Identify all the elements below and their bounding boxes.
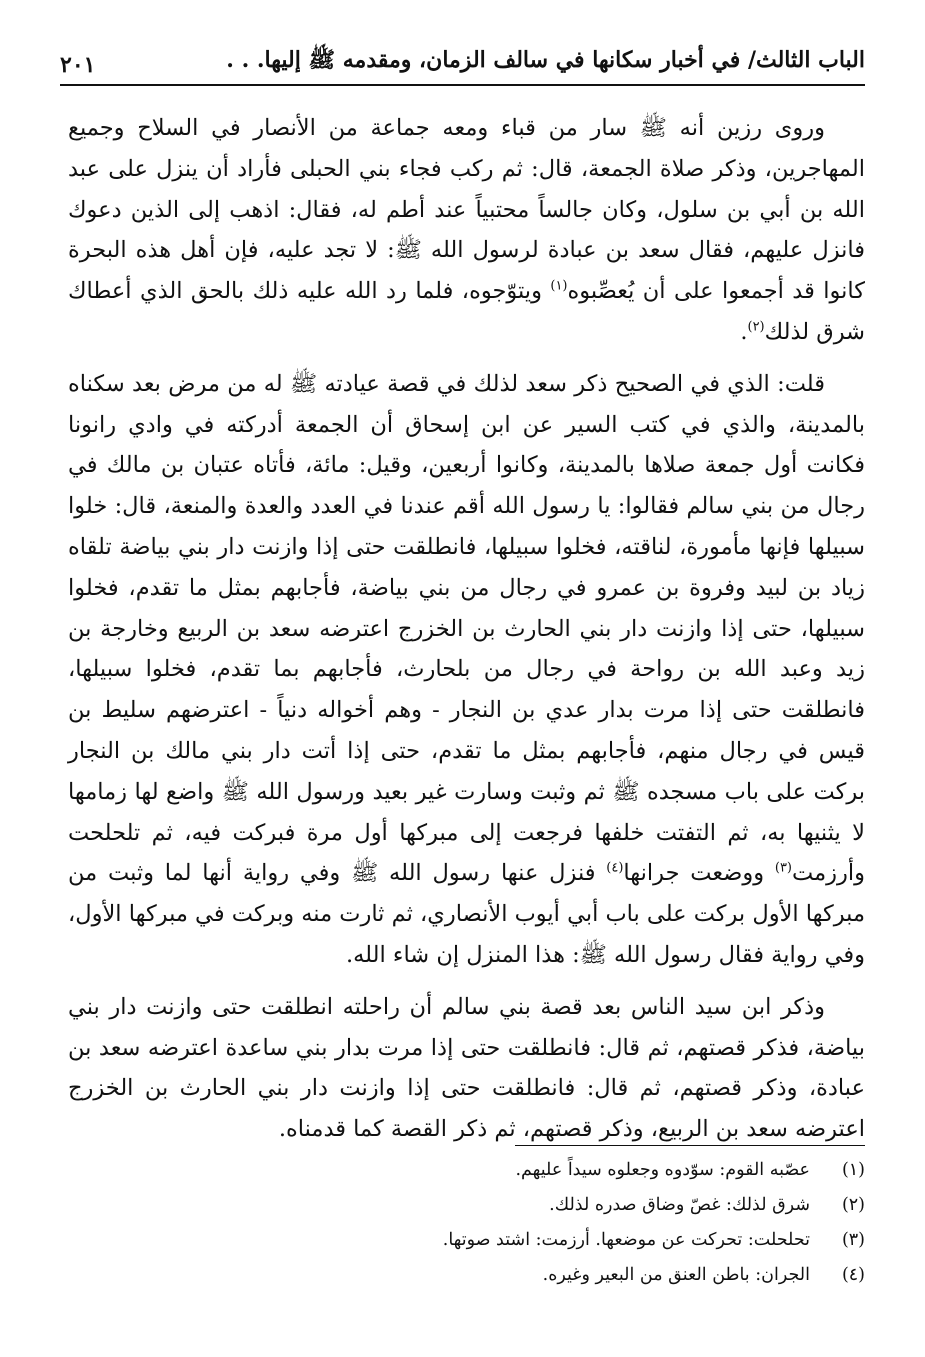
text-run: فنزل عنها رسول الله ﷺ وفي رواية أنها لما وثبت من مبركها الأول بركت على باب أبي أيوب الأنصاري، ثم ثارت منه وبركت في مبركها الأول، وفي رواية فقال رسول الله ﷺ: هذا المنزل إن شاء الله.: [68, 860, 865, 968]
footnote-number: (١): [841, 1160, 865, 1180]
footnote-ref-1: (١): [550, 278, 568, 294]
paragraph-2: [68, 364, 865, 976]
text-run: ويتوّجوه، فلما رد الله عليه ذلك بالحق الذي أعطاك شرق لذلك: [68, 278, 865, 345]
running-header: [60, 40, 865, 86]
text-run: وذكر ابن سيد الناس بعد قصة بني سالم أن راحلته انطلقت حتى وازنت دار بني بياضة، فذكر قصتهم، ثم قال: فانطلقت حتى إذا مرت بدار بني ساعدة اعترضه سعد بن عبادة، وذكر قصتهم، ثم قال: فانطلقت حتى إذا وازنت دار بني الحارث بن الخزرج اعترضه سعد بن الربيع، وذكر قصتهم، ثم ذكر القصة كما قدمناه.: [68, 993, 865, 1143]
footnote-number: (٣): [841, 1230, 865, 1250]
footnote-number: (٢): [841, 1195, 865, 1215]
footnote-ref-3: (٣): [774, 860, 792, 876]
footnote-text: شرق لذلك: غصّ وضاق صدره لذلك.: [549, 1195, 810, 1215]
footnote-ref-2: (٢): [747, 319, 765, 335]
footnote-item: [300, 1258, 865, 1293]
body-text: [68, 108, 865, 1161]
footnotes: [300, 1153, 865, 1293]
footnote-item: [300, 1188, 865, 1223]
footnote-text: عصّبه القوم: سوّدوه وجعلوه سيداً عليهم.: [515, 1160, 810, 1180]
text-run: .: [740, 318, 748, 345]
footnote-ref-4: (٤): [606, 860, 624, 876]
paragraph-1: [68, 108, 865, 353]
footnote-item: [300, 1153, 865, 1188]
paragraph-3: [68, 987, 865, 1150]
footnote-item: [300, 1223, 865, 1258]
footnote-text: الجران: باطن العنق من البعير وغيره.: [542, 1265, 810, 1285]
footnote-divider: [515, 1145, 865, 1146]
page-number: ٢٠١: [60, 52, 96, 78]
text-run: قلت: الذي في الصحيح ذكر سعد لذلك في قصة عيادته ﷺ له من مرض بعد سكناه بالمدينة، والذي في كتب السير عن ابن إسحاق أن الجمعة أدركته في وادي رانونا فكانت أول جمعة صلاها بالمدينة، وكانوا أربعين، وقيل: مائة، فأتاه عتبان بن مالك في رجال من بني سالم فقالوا: يا رسول الله أقم عندنا في العدد والعدة والمنعة، قال: خلوا سبيلها فإنها مأمورة، لناقته، فخلوا سبيلها، فانطلقت حتى إذا وازنت دار بني بياضة تلقاه زياد بن لبيد وفروة بن عمرو في رجال من بني بياضة، فأجابهم بمثل ما تقدم، فخلوا سبيلها، حتى إذا وازنت دار بني الحارث بن الخزرج اعترضه سعد بن الربيع وخارجة بن زيد وعبد الله بن رواحة في رجال من بلحارث، فأجابهم بما تقدم، فخلوا سبيلها، فانطلقت حتى إذا مرت بدار عدي بن النجار - وهم أخواله دنياً - اعترضهم سليط بن قيس في رجال منهم، فأجابهم بمثل ما تقدم، حتى إذا أتت دار بني مالك بن النجار بركت على باب مسجده ﷺ ثم وثبت وسارت غير بعيد ورسول الله ﷺ واضع لها زمامها لا يثنيها به، ثم التفتت خلفها فرجعت إلى مبركها أول مرة فبركت فيه، ثم تلحلحت وأرزمت: [68, 370, 865, 887]
footnote-text: تحلحلت: تحركت عن موضعها. أرزمت: اشتد صوتها.: [442, 1230, 810, 1250]
footnote-number: (٤): [841, 1265, 865, 1285]
chapter-title: الباب الثالث/ في أخبار سكانها في سالف الزمان، ومقدمه ﷺ إليها. . .: [226, 47, 865, 73]
text-run: ووضعت جرانها: [623, 860, 775, 887]
text-run: وروى رزين أنه ﷺ سار من قباء ومعه جماعة من الأنصار في السلاح وجميع المهاجرين، وذكر صلاة الجمعة، قال: ثم ركب فجاء بني الحبلى فأراد أن ينزل على عبد الله بن أبي بن سلول، وكان جالساً محتبياً عند أطم له، فقال: اذهب إلى الذين دعوك فانزل عليهم، فقال سعد بن عبادة لرسول الله ﷺ: لا تجد عليه، فإن أهل هذه البحرة كانوا قد أجمعوا على أن يُعصِّبوه: [68, 115, 865, 305]
